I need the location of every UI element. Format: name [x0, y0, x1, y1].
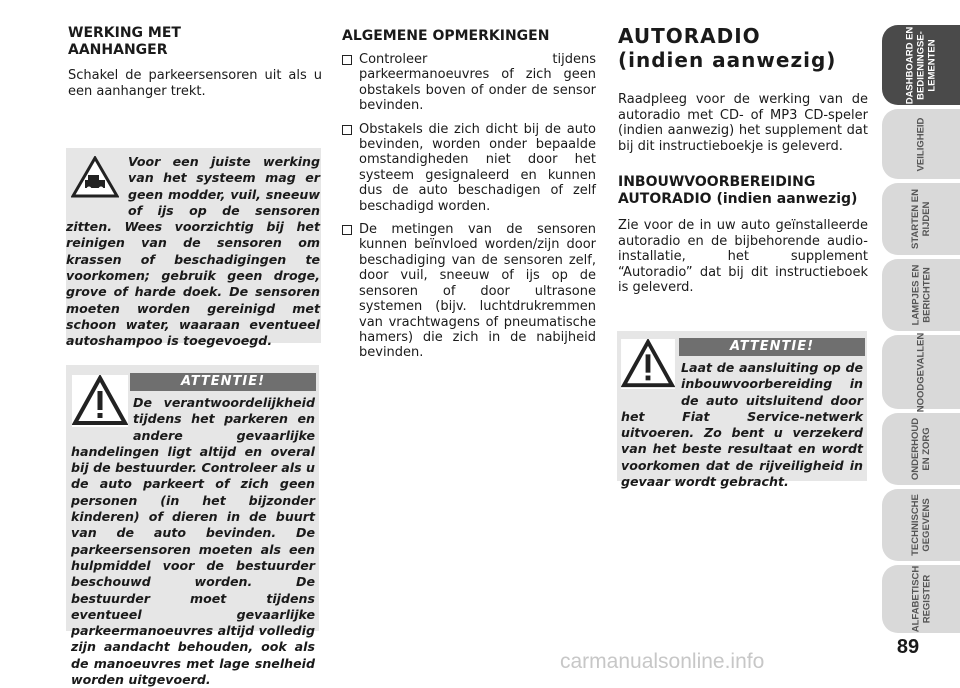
tab-emergencies[interactable] — [882, 332, 960, 412]
tab-label: REGISTER — [921, 574, 932, 624]
tab-label: ONDERHOUD — [910, 417, 921, 481]
tab-label: BERICHTEN — [921, 267, 932, 323]
tab-technical-data[interactable] — [882, 489, 960, 561]
tab-label: LEMENTEN — [926, 38, 938, 92]
trailer-paragraph: Schakel de parkeersensoren uit als u een aanhanger trekt. — [68, 68, 322, 99]
warning-banner: ATTENTIE! — [679, 338, 865, 356]
tab-index[interactable] — [882, 565, 960, 633]
tab-dashboard[interactable] — [882, 25, 960, 105]
tab-label: GEGEVENS — [920, 498, 932, 552]
warning-banner: ATTENTIE! — [130, 373, 316, 391]
tab-label: DASHBOARD EN — [904, 26, 916, 104]
heading-line: INBOUWVOORBEREIDING — [618, 174, 816, 190]
tab-safety[interactable] — [882, 109, 960, 179]
checkbox-bullet-icon — [342, 55, 352, 65]
section-heading-trailer — [68, 25, 328, 59]
warning-box — [66, 365, 319, 688]
warning-text: De verantwoordelijkheid tijdens het parkeren en andere gevaarlijke handelingen ligt altijd en overal bij de bestuurder. Controleer als u de auto parkeert of zich geen personen (in het bijzonder kinderen) of dieren in de buurt van de auto bevinden. De parkeersensoren moeten als een hulpmiddel voor de bestuurder beschouwd worden. De bestuurder moet tijdens eventueel gevaarlijke parkeermanoeuvres altijd volledig zijn aandacht behouden, ook als de manoeuvres met lage snelheid worden uitgevoerd. — [71, 395, 315, 688]
tab-label: TECHNISCHE — [909, 494, 921, 556]
warning-box — [617, 331, 867, 490]
tab-label: EN ZORG — [921, 427, 932, 471]
tab-label: RIJDEN — [921, 201, 932, 237]
title-line: (indien aanwezig) — [618, 48, 837, 72]
radio-paragraph: Raadpleeg voor de werking van de autoradio met CD- of MP3 CD-speler (indien aanwezig) het supplement dat bij dit instructieboekje is geleverd. — [618, 92, 868, 154]
checkbox-bullet-icon — [342, 125, 352, 135]
remarks-list — [342, 52, 596, 369]
watermark: carmanualsonline.info — [560, 650, 765, 673]
heading-line: AANHANGER — [68, 42, 168, 58]
page-title — [618, 24, 836, 72]
tab-label: VEILIGHEID — [915, 117, 927, 171]
heading-line: AUTORADIO (indien aanwezig) — [618, 191, 858, 207]
tab-label: ALFABETISCH — [910, 565, 921, 633]
section-heading-installation — [618, 174, 878, 208]
list-item: De metingen van de sensoren kunnen beïnvloed worden/zijn door beschadiging van de sensoren zelf, door vuil, sneeuw of ijs op de sensoren of door ultrasone systemen (bijv. luchtdrukremmen van vrachtwagens of pneumatische hamers) die zich in de nabijheid bevinden. — [342, 222, 596, 361]
note-box — [66, 148, 321, 349]
page-number: 89 — [896, 636, 920, 658]
section-heading-general: ALGEMENE OPMERKINGEN — [342, 28, 550, 44]
heading-line: WERKING MET — [68, 25, 181, 41]
tab-label: LAMPJES EN — [910, 264, 921, 326]
title-line: AUTORADIO — [618, 24, 761, 48]
checkbox-bullet-icon — [342, 225, 352, 235]
tab-label: NOODGEVALLEN — [915, 332, 927, 412]
tab-maintenance[interactable] — [882, 413, 960, 485]
warning-text: Laat de aansluiting op de inbouwvoorbereiding in de auto uitsluitend door het Fiat Service-netwerk uitvoeren. Zo bent u verzekerd van het beste resultaat en wordt voorkomen dat de rijveiligheid in gevaar wordt gebracht. — [621, 360, 863, 490]
tab-label: STARTEN EN — [910, 189, 921, 249]
tab-warning-lights[interactable] — [882, 259, 960, 331]
note-text: Voor een juiste werking van het systeem mag er geen modder, vuil, sneeuw of ijs op de sensoren zitten. Wees voorzichtig bij het reinigen van de sensoren om krassen of beschadigingen te voorkomen; gebruik geen droge, grove of harde doek. De sensoren moeten worden gereinigd met schoon water, waaraan eventueel autoshampoo is toegevoegd. — [66, 154, 320, 349]
tab-starting-driving[interactable] — [882, 183, 960, 255]
tab-label: BEDIENINGSE- — [915, 30, 927, 100]
list-item: Obstakels die zich dicht bij de auto bevinden, worden onder bepaalde omstandigheden niet door het systeem gesignaleerd en kunnen dus de auto beschadigen of zelf beschadigd worden. — [342, 122, 596, 214]
installation-paragraph: Zie voor de in uw auto geïnstalleerde autoradio en de bijbehorende audio-installatie, het supplement “Autoradio” dat bij dit instructieboek is geleverd. — [618, 218, 868, 296]
list-item: Controleer tijdens parkeermanoeuvres of zich geen obstakels boven of onder de sensor bevinden. — [342, 52, 596, 114]
